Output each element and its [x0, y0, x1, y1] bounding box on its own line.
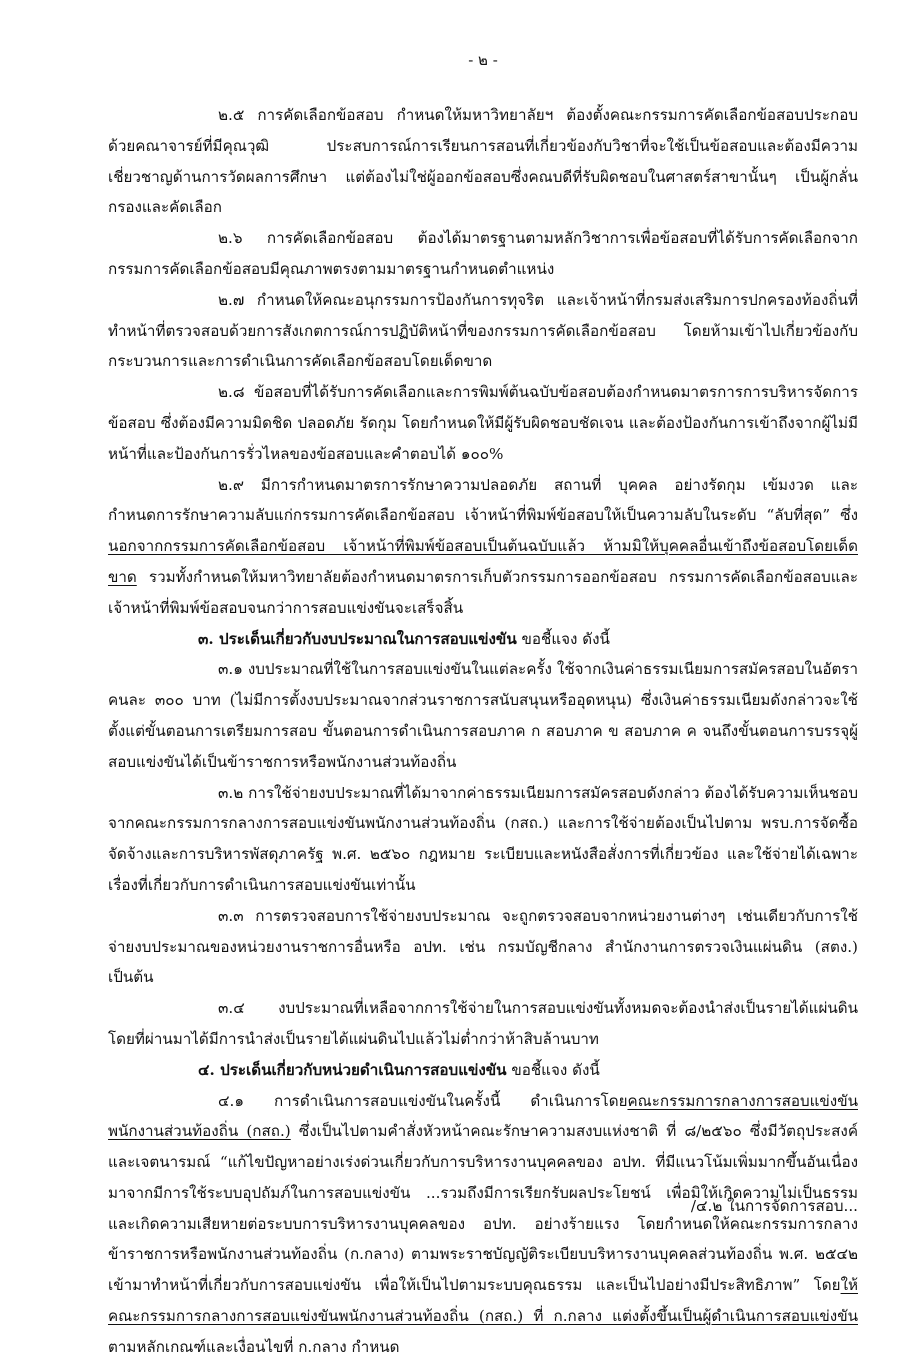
paragraph — [108, 1086, 858, 1363]
underlined-text: ให้คณะกรรมการกลางการสอบแข่งขันพนักงานส่วนท้องถิ่น (กสถ.) ที่ ก.กลาง แต่งตั้งขึ้นเป็นผู้ดำเนินการสอบแข่งขัน — [108, 1276, 858, 1326]
continuation-note: /๔.๒ ในการจัดการสอบ... — [690, 1197, 858, 1215]
paragraph — [108, 993, 858, 1055]
heading-text: ๓. ประเด็นเกี่ยวกับงบประมาณในการสอบแข่งขัน — [198, 629, 517, 648]
heading-text: ๔. ประเด็นเกี่ยวกับหน่วยดำเนินการสอบแข่งขัน — [198, 1060, 507, 1079]
text-run: ๒.๖ การคัดเลือกข้อสอบ ต้องได้มาตรฐานตามหลักวิชาการเพื่อข้อสอบที่ได้รับการคัดเลือกจากกรรมการคัดเลือกข้อสอบมีคุณภาพตรงตามมาตรฐานกำหนดตำแหน่ง — [108, 229, 858, 278]
section-heading — [108, 624, 858, 655]
text-run: ๒.๕ การคัดเลือกข้อสอบ กำหนดให้มหาวิทยาลัยฯ ต้องตั้งคณะกรรมการคัดเลือกข้อสอบประกอบด้วยคณาจารย์ที่มีคุณวุฒิ ประสบการณ์การเรียนการสอนที่เกี่ยวข้องกับวิชาที่จะใช้เป็นข้อสอบและต้องมีความเชี่ยวชาญด้านการวัดผลการศึกษา แต่ต้องไม่ใช่ผู้ออกข้อสอบซึ่งคณบดีที่รับผิดชอบในศาสตร์สาขานั้นๆ เป็นผู้กลั่นกรองและคัดเลือก — [108, 106, 858, 217]
paragraph — [108, 377, 858, 469]
text-run: ขอชี้แจง ดังนี้ — [516, 629, 610, 648]
text-run: ๓.๒ การใช้จ่ายงบประมาณที่ได้มาจากค่าธรรมเนียมการสมัครสอบดังกล่าว ต้องได้รับความเห็นชอบจากคณะกรรมการกลางการสอบแข่งขันพนักงานส่วนท้องถิ่น (กสถ.) และการใช้จ่ายต้องเป็นไปตาม พรบ.การจัดซื้อจัดจ้างและการบริหารพัสดุภาครัฐ พ.ศ. ๒๕๖๐ กฎหมาย ระเบียบและหนังสือสั่งการที่เกี่ยวข้อง และใช้จ่ายได้เฉพาะเรื่องที่เกี่ยวกับการดำเนินการสอบแข่งขันเท่านั้น — [108, 783, 858, 894]
paragraph — [108, 654, 858, 777]
text-run: ๔.๑ การดำเนินการสอบแข่งขันในครั้งนี้ ดำเนินการโดย — [218, 1091, 628, 1110]
text-run: ๒.๙ มีการกำหนดมาตรการรักษาความปลอดภัย สถานที่ บุคคล อย่างรัดกุม เข้มงวด และกำหนดการรักษาความลับแก่กรรมการคัดเลือกข้อสอบ เจ้าหน้าที่พิมพ์ข้อสอบให้เป็นความลับในระดับ “ลับที่สุด” ซึ่ง — [108, 475, 858, 525]
underlined-text: คณะกรรมการกลางการสอบแข่งขันพนักงานส่วนท้องถิ่น (กสถ.) — [108, 1091, 858, 1141]
body-text — [108, 100, 858, 1363]
paragraph — [108, 901, 858, 993]
text-run: รวมทั้งกำหนดให้มหาวิทยาลัยต้องกำหนดมาตรการเก็บตัวกรรมการออกข้อสอบ กรรมการคัดเลือกข้อสอบและเจ้าหน้าที่พิมพ์ข้อสอบจนกว่าการสอบแข่งขันจะเสร็จสิ้น — [108, 567, 858, 617]
text-run: ๓.๔ งบประมาณที่เหลือจากการใช้จ่ายในการสอบแข่งขันทั้งหมดจะต้องนำส่งเป็นรายได้แผ่นดิน โดยที่ผ่านมาได้มีการนำส่งเป็นรายได้แผ่นดินไปแล้วไม่ต่ำกว่าห้าสิบล้านบาท — [108, 999, 858, 1048]
section-heading — [108, 1055, 858, 1086]
paragraph — [108, 100, 858, 223]
paragraph — [108, 470, 858, 624]
text-run: ๒.๗ กำหนดให้คณะอนุกรรมการป้องกันการทุจริต และเจ้าหน้าที่กรมส่งเสริมการปกครองท้องถิ่นที่ทำหน้าที่ตรวจสอบด้วยการสังเกตการณ์การปฏิบัติหน้าที่ของกรรมการคัดเลือกข้อสอบ โดยห้ามเข้าไปเกี่ยวข้องกับกระบวนการและการดำเนินการคัดเลือกข้อสอบโดยเด็ดขาด — [108, 290, 858, 371]
paragraph — [108, 285, 858, 377]
page-number: - ๒ - — [468, 51, 498, 69]
text-run: ตามหลักเกณฑ์และเงื่อนไขที่ ก.กลาง กำหนด — [108, 1337, 400, 1356]
text-run: ๒.๘ ข้อสอบที่ได้รับการคัดเลือกและการพิมพ์ต้นฉบับข้อสอบต้องกำหนดมาตรการการบริหารจัดการข้อสอบ ซึ่งต้องมีความมิดชิด ปลอดภัย รัดกุม โดยกำหนดให้มีผู้รับผิดชอบชัดเจน และต้องป้องกันการเข้าถึงจากผู้ไม่มีหน้าที่และป้องกันการรั่วไหลของข้อสอบและคำตอบได้ ๑๐๐% — [108, 383, 858, 463]
text-run: ซึ่งเป็นไปตามคำสั่งหัวหน้าคณะรักษาความสงบแห่งชาติ ที่ ๘/๒๕๖๐ ซึ่งมีวัตถุประสงค์และเจตนารมณ์ “แก้ไขปัญหาอย่างเร่งด่วนเกี่ยวกับการบริหารงานบุคคลของ อปท. ที่มีแนวโน้มเพิ่มมากขึ้นอันเนื่องมาจากมีการใช้ระบบอุปถัมภ์ในการสอบแข่งขัน ...รวมถึงมีการเรียกรับผลประโยชน์ เพื่อมิให้เกิดความไม่เป็นธรรม และเกิดความเสียหายต่อระบบการบริหารงานบุคคลของ อปท. อย่างร้ายแรง โดยกำหนดให้คณะกรรมการกลางข้าราชการหรือพนักงานส่วนท้องถิ่น (ก.กลาง) ตามพระราชบัญญัติระเบียบบริหารงานบุคคลส่วนท้องถิ่น พ.ศ. ๒๕๔๒ เข้ามาทำหน้าที่เกี่ยวกับการสอบแข่งขัน เพื่อให้เป็นไปตามระบบคุณธรรม และเป็นไปอย่างมีประสิทธิภาพ” โดย — [108, 1122, 858, 1295]
text-run: ๓.๑ งบประมาณที่ใช้ในการสอบแข่งขันในแต่ละครั้ง ใช้จากเงินค่าธรรมเนียมการสมัครสอบในอัตราคนละ ๓๐๐ บาท (ไม่มีการตั้งงบประมาณจากส่วนราชการสนับสนุนหรืออุดหนุน) ซึ่งเงินค่าธรรมเนียมดังกล่าวจะใช้ตั้งแต่ขั้นตอนการเตรียมการสอบ ขั้นตอนการดำเนินการสอบภาค ก สอบภาค ข สอบภาค ค จนถึงขั้นตอนการบรรจุผู้สอบแข่งขันได้เป็นข้าราชการหรือพนักงานส่วนท้องถิ่น — [108, 660, 858, 771]
paragraph — [108, 778, 858, 901]
paragraph — [108, 223, 858, 285]
text-run: ๓.๓ การตรวจสอบการใช้จ่ายงบประมาณ จะถูกตรวจสอบจากหน่วยงานต่างๆ เช่นเดียวกับการใช้จ่ายงบประมาณของหน่วยงานราชการอื่นหรือ อปท. เช่น กรมบัญชีกลาง สำนักงานการตรวจเงินแผ่นดิน (สตง.) เป็นต้น — [108, 906, 858, 987]
text-run: ขอชี้แจง ดังนี้ — [506, 1060, 600, 1079]
underlined-text: นอกจากกรรมการคัดเลือกข้อสอบ เจ้าหน้าที่พิมพ์ข้อสอบเป็นต้นฉบับแล้ว ห้ามมิให้บุคคลอื่นเข้าถึงข้อสอบโดยเด็ดขาด — [108, 537, 858, 586]
